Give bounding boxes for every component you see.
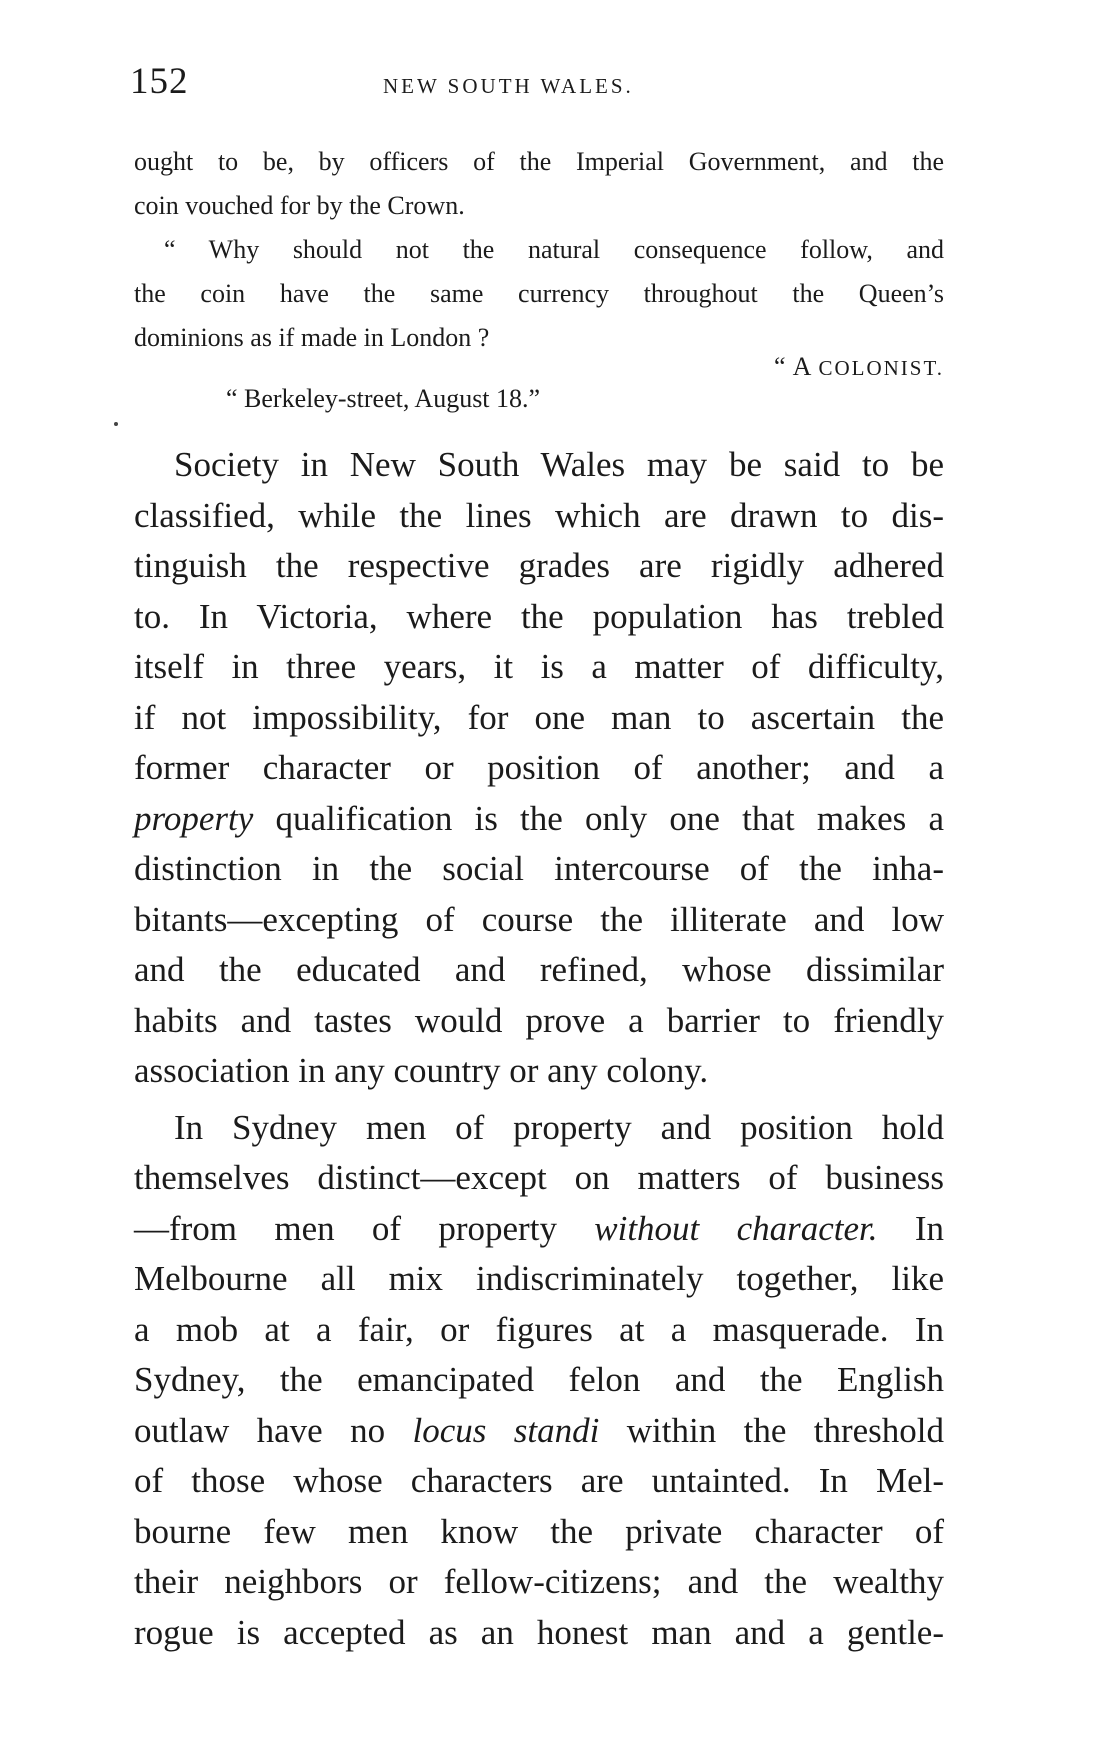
- text-line: association in any country or any colony.: [134, 1051, 709, 1090]
- text-line: habits and tastes would prove a barrier to friendly: [134, 1000, 944, 1040]
- text-line: Melbourne all mix indiscriminately together, like: [134, 1259, 944, 1298]
- text-line: tinguish the respective grades are rigidly adhered: [134, 546, 944, 585]
- text-line: [134, 794, 944, 845]
- page-number: 152: [130, 61, 189, 102]
- signature-name: [774, 352, 944, 382]
- text-line: if not impossibility, for one man to ascertain the: [134, 697, 944, 737]
- text-line: to. In Victoria, where the population has trebled: [134, 596, 944, 636]
- text-line: bitants—excepting of course the illiterate and low: [134, 899, 944, 939]
- text-line: itself in three years, it is a matter of difficulty,: [134, 647, 944, 686]
- text-line: of those whose characters are untainted. In Mel-: [134, 1461, 944, 1500]
- text-line: a mob at a fair, or figures at a masquerade. In: [134, 1309, 944, 1349]
- text-span: qualification is the only one that makes a: [253, 798, 944, 838]
- paragraph: [134, 1103, 944, 1659]
- letter-line: ought to be, by officers of the Imperial Government, and the: [134, 147, 944, 176]
- text-line: [134, 1204, 944, 1255]
- quoted-letter: [134, 140, 944, 360]
- text-line: Society in New South Wales may be said to be: [174, 445, 944, 484]
- body-text: [134, 440, 944, 1658]
- text-line: their neighbors or fellow-citizens; and the wealthy: [134, 1562, 944, 1601]
- text-line: classified, while the lines which are drawn to dis-: [134, 495, 944, 535]
- text-line: Sydney, the emancipated felon and the English: [134, 1360, 944, 1399]
- text-line: and the educated and refined, whose dissimilar: [134, 950, 944, 989]
- signature-place: “ Berkeley-street, August 18.”: [226, 384, 541, 413]
- running-title: NEW SOUTH WALES.: [383, 74, 634, 98]
- text-line: In Sydney men of property and position hold: [174, 1107, 944, 1147]
- running-head: [130, 60, 930, 108]
- signature-name-text: COLONIST.: [818, 356, 944, 380]
- text-line: distinction in the social intercourse of the inha-: [134, 849, 944, 888]
- italic-word: property: [134, 798, 254, 838]
- text-line: themselves distinct—except on matters of business: [134, 1158, 944, 1197]
- text-span: —from men of property: [134, 1208, 595, 1248]
- italic-phrase: locus standi: [412, 1410, 600, 1450]
- signature-quote: “ A: [774, 352, 819, 381]
- text-span: within the threshold: [599, 1410, 945, 1450]
- margin-mark: [114, 422, 118, 426]
- text-line: former character or position of another; and a: [134, 748, 944, 787]
- text-line: rogue is accepted as an honest man and a gentle-: [134, 1612, 944, 1652]
- text-line: [134, 1406, 944, 1457]
- text-line: bourne few men know the private character of: [134, 1511, 944, 1551]
- text-span: outlaw have no: [134, 1410, 413, 1450]
- letter-line: coin vouched for by the Crown.: [134, 191, 465, 220]
- letter-line: “ Why should not the natural consequence follow, and: [164, 235, 944, 264]
- paragraph: [134, 440, 944, 1097]
- letter-line: dominions as if made in London ?: [134, 323, 490, 352]
- text-span: In: [877, 1208, 944, 1248]
- letter-line: the coin have the same currency throughout the Queen’s: [134, 279, 944, 308]
- italic-phrase: without character.: [594, 1208, 878, 1248]
